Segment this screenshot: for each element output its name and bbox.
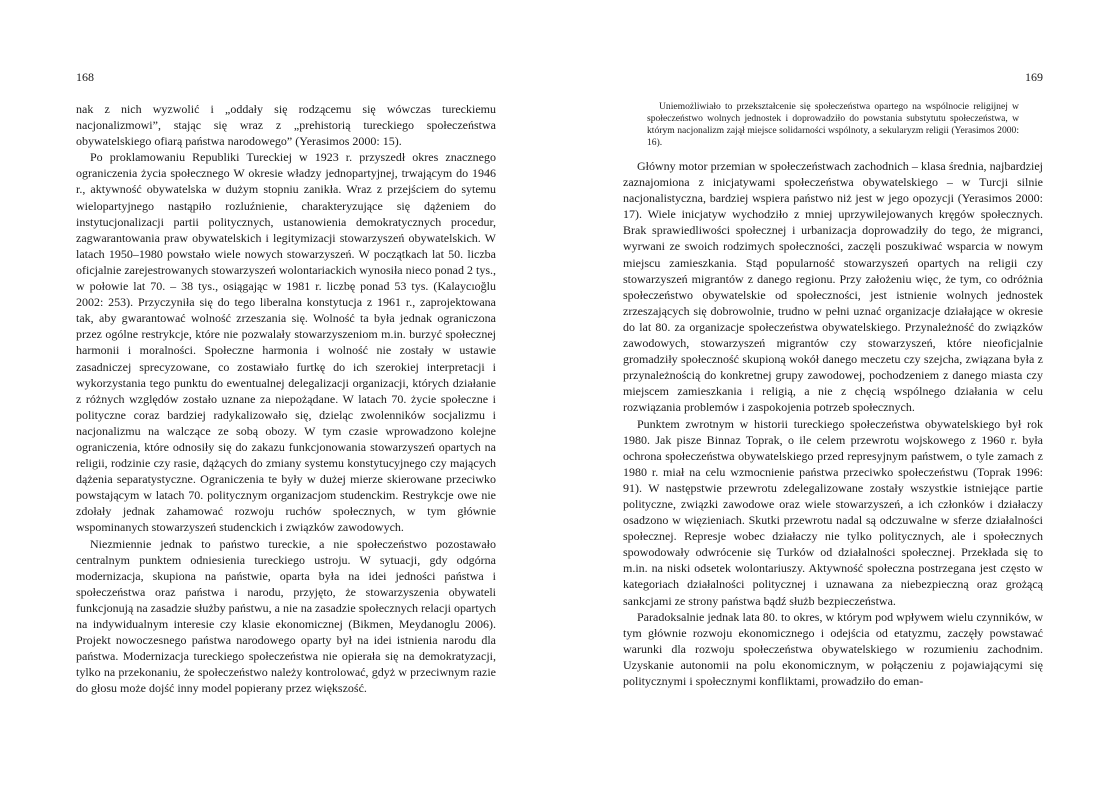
block-quote — [623, 101, 1043, 149]
page-body — [76, 101, 496, 696]
page-number: 168 — [76, 70, 94, 84]
paragraph: Niezmiennie jednak to państwo tureckie, a nie społeczeństwo pozostawało centralnym punktem odniesienia tureckiego ustroju. W sytuacji, gdy odgórna modernizacja, skupiona na państwie, oparta była na idei jedności państwa i społeczeństwa oraz państwa i narodu, przyjęto, że stowarzyszenia obywateli funkcjonują na zasadzie służby państwu, a nie na zasadzie społecznych relacji opartych na indywidualnym interesie czy klasie ekonomicznej (Bikmen, Meydanoglu 2006). Projekt nowoczesnego państwa narodowego oparty był na idei istnienia narodu dla państwa. Modernizacja tureckiego społeczeństwa nie opierała się na demokratyzacji, tylko na przekonaniu, że społeczeństwo należy kontrolować, gdyż w przeciwnym razie do głosu może dojść inny model popierany przez większość. — [76, 536, 496, 696]
paragraph: Punktem zwrotnym w historii tureckiego społeczeństwa obywatelskiego był rok 1980. Jak pisze Binnaz Toprak, o ile celem przewrotu wojskowego z 1960 r. była ochrona społeczeństwa obywatelskiego przed represyjnym państwem, o tyle zamach z 1980 r. miał na celu wzmocnienie państwa przeciwko społeczeństwu (Toprak 1996: 91). W następstwie przewrotu zdelegalizowane zostały wszystkie istniejące partie polityczne, związki zawodowe oraz wiele stowarzyszeń, a ich członków i działaczy osadzono w więzieniach. Skutki przewrotu nadal są odczuwalne w sferze działalności społecznej. Represje wobec działaczy nie tylko politycznych, ale i społecznych spowodowały odwrócenie się Turków od działalności społecznej. Przekłada się to m.in. na niski odsetek wolontariuszy. Aktywność społeczna postrzegana jest często w kategoriach działalności politycznej i uznawana za niebezpieczną oraz grożącą sankcjami ze strony państwa bądź służb bezpieczeństwa. — [623, 416, 1043, 608]
paragraph: Paradoksalnie jednak lata 80. to okres, w którym pod wpływem wielu czynników, w tym głównie rozwoju ekonomicznego i odejścia od etatyzmu, zaczęły powstawać warunki dla rozwoju społeczeństwa obywatelskiego w rozumieniu zachodnim. Uzyskanie autonomii na polu ekonomicznym, w połączeniu z pojawiającymi się politycznymi i społecznymi konfliktami, prowadziło do eman- — [623, 609, 1043, 688]
left-page — [76, 0, 496, 796]
paragraph: nak z nich wyzwolić i „oddały się rodzącemu się wówczas tureckiemu nacjonalizmowi”, stając się wraz z „prehistorią tureckiego społeczeństwa obywatelskiego ofiarą państwa narodowego” (Yerasimos 2000: 15). — [76, 102, 496, 149]
page-number: 169 — [1025, 70, 1043, 84]
quote-text: Uniemożliwiało to przekształcenie się społeczeństwa opartego na wspólnocie religijnej w społeczeństwo wolnych jednostek i doprowadziło do powstania substytutu społeczeństwa, w którym nacjonalizm zajął miejsce solidarności wspólnoty, a sekularyzm religii (Yerasimos 2000: 16). — [647, 101, 1019, 148]
right-page — [623, 0, 1043, 796]
paragraph: Po proklamowaniu Republiki Tureckiej w 1923 r. przyszedł okres znacznego ograniczenia życia społecznego W okresie władzy jednopartyjnej, trwającym do 1946 r., aktywność obywatelska w dużym stopniu zanikła. Wraz z przejściem do sytemu wielopartyjnego nastąpiło rozluźnienie, charakteryzujące się dążeniem do instytucjonalizacji partii politycznych, ustanowienia demokratycznych procedur, zagwarantowania praw obywatelskich i legitymizacji stowarzyszeń obywatelskich. W latach 1950–1980 powstało wiele nowych stowarzyszeń. W początkach lat 50. liczba oficjalnie zarejestrowanych stowarzyszeń wolontariackich wynosiła nieco ponad 2 tys., w połowie lat 70. – 38 tys., osiągając w 1981 r. liczbę ponad 53 tys. (Kalaycıoğlu 2002: 253). Przyczyniła się do tego liberalna konstytucja z 1961 r., zaprojektowana tak, aby gwarantować wolność zrzeszania się. Wolność ta była jednak ograniczona przez ogólne restrykcje, które nie pozwalały stowarzyszeniom m.in. burzyć społecznej harmonii i moralności. Społeczne harmonia i wolność nie zostały w ustawie zasadniczej sprecyzowane, co zostawiało furtkę do ich szerokiej interpretacji i wykorzystania tego punktu do ewentualnej delegalizacji organizacji, których działanie z różnych względów zostało uznane za niepożądane. W latach 70. życie społeczne i polityczne coraz bardziej radykalizowało się, dzieląc zwolenników socjalizmu i nacjonalizmu na walczące ze sobą obozy. W tym czasie wprowadzono kolejne ograniczenia, które odnosiły się do zakazu funkcjonowania stowarzyszeń opartych na religii, rodzinie czy rasie, dążących do zmiany systemu konstytucyjnego czy mających dążenia separatystyczne. Ograniczenia te były w dużej mierze skierowane przeciwko powstającym w latach 70. politycznym organizacjom studenckim. Restrykcje owe nie zdołały jednak zahamować rozwoju ruchów społecznych, w tym głównie wspominanych stowarzyszeń studenckich i związków zawodowych. — [76, 150, 496, 535]
page-body — [623, 101, 1043, 689]
paragraph: Główny motor przemian w społeczeństwach zachodnich – klasa średnia, najbardziej zaznajomiona z inicjatywami społeczeństwa obywatelskiego – w Turcji silnie nacjonalistyczna, bardziej wspiera państwo niż jest w jego opozycji (Yerasimos 2000: 17). Wiele inicjatyw wychodziło z mniej uprzywilejowanych kręgów społecznych. Brak sprawiedliwości społecznej i urbanizacja doprowadziły do tego, że migranci, wyrwani ze swoich rodzimych społeczności, zaczęli poszukiwać wsparcia w nowym miejscu zamieszkania. Stąd popularność stowarzyszeń opartych na religii czy stowarzyszeń migrantów z danego regionu. Przy założeniu więc, że tym, co odróżnia społeczeństwo obywatelskie od społeczności, jest istnienie wolnych jednostek zrzeszających się dobrowolnie, trudno w pełni uznać organizacje działające w okresie do lat 80. za organizacje społeczeństwa obywatelskiego. Przynależność do związków zawodowych, stowarzyszeń migrantów czy stowarzyszeń, które nieoficjalnie gromadziły społeczność skupioną wokół danego meczetu czy szejcha, związana była z przynależnością do konkretnej grupy zawodowej, pochodzeniem z danego miasta czy miejscem zamieszkania i religią, a nie z chęcią wspólnego działania w celu rozwiązania problemów i zaspokojenia potrzeb społecznych. — [623, 159, 1043, 415]
